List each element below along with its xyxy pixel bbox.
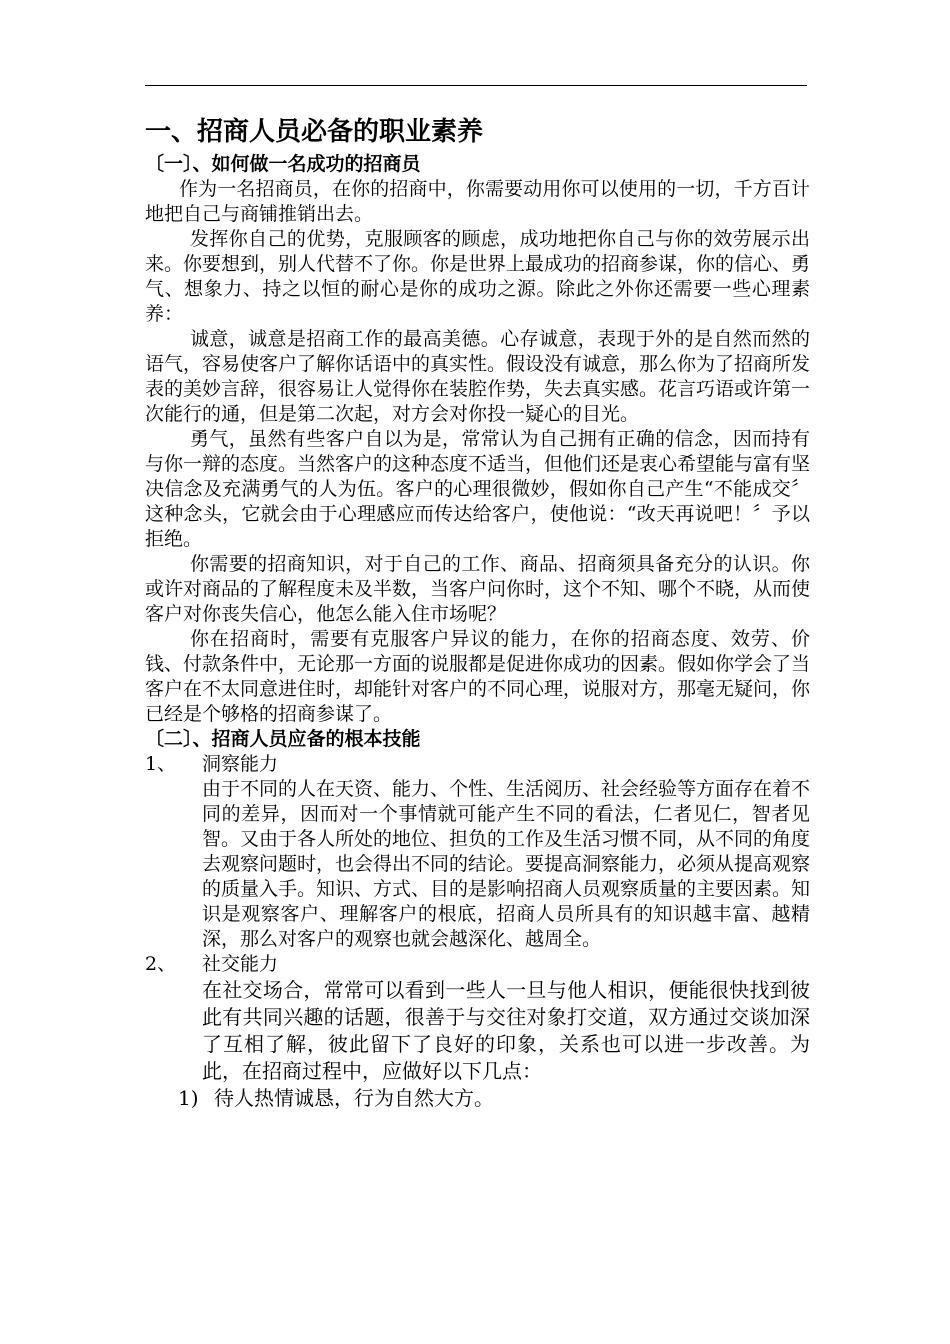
list-item-body: 在社交场合，常常可以看到一些人一旦与他人相识，便能很快找到彼此有共同兴趣的话题，很善于与交往对象打交道，双方通过交谈加深了互相了解，彼此留下了良好的印象，关系也可以进一步改善。为此，在招商过程中，应做好以下几点： (202, 978, 810, 1083)
list-item-body: 由于不同的人在天资、能力、个性、生活阅历、社会经验等方面存在着不同的差异，因而对一个事情就可能产生不同的看法，仁者见仁，智者见智。又由于各人所处的地位、担负的工作及生活习惯不同，从不同的角度去观察问题时，也会得出不同的结论。要提高洞察能力，必须从提高观察的质量入手。知识、方式、目的是影响招商人员观察质量的主要因素。知识是观察客户、理解客户的根底，招商人员所具有的知识越丰富、越精深，那么对客户的观察也就会越深化、越周全。 (202, 778, 811, 950)
sub-list-item-text: 待人热情诚恳，行为自然大方。 (214, 1086, 494, 1110)
list-item-title: 社交能力 (202, 953, 279, 975)
list-item-title: 洞察能力 (202, 753, 279, 775)
list-item-heading (145, 752, 810, 777)
section-1-paragraph: 勇气，虽然有些客户自以为是，常常认为自己拥有正确的信念，因而持有与你一辩的态度。当然客户的这种态度不适当，但他们还是衷心希望能与富有坚决信念及充满勇气的人为伍。客户的心理很微妙，假如你自己产生“不能成交〞这种念头，它就会由于心理感应而传达给客户，使他说：“改天再说吧！〞予以拒绝。 (145, 428, 811, 550)
list-item-heading (145, 952, 810, 977)
section-1-paragraph: 你需要的招商知识，对于自己的工作、商品、招商须具备充分的认识。你或许对商品的了解程度未及半数，当客户问你时，这个不知、哪个不晓，从而使客户对你丧失信心，他怎么能入住市场呢？ (145, 553, 811, 625)
main-heading: 一、招商人员必备的职业素养 (145, 117, 484, 147)
section-1-paragraph: 作为一名招商员，在你的招商中，你需要动用你可以使用的一切，千方百计地把自己与商铺推销出去。 (145, 178, 810, 225)
section-2-title: 〔二〕、招商人员应备的根本技能 (145, 728, 421, 750)
section-1-paragraph: 诚意，诚意是招商工作的最高美德。心存诚意，表现于外的是自然而然的语气，容易使客户了解你话语中的真实性。假设没有诚意，那么你为了招商所发表的美妙言辞，很容易让人觉得你在装腔作势，失去真实感。花言巧语或许第一次能行的通，但是第二次起，对方会对你投一疑心的目光。 (145, 328, 811, 425)
list-item-number: 2、 (145, 953, 177, 975)
section-1-title: 〔一〕、如何做一名成功的招商员 (145, 153, 421, 175)
sub-list-item (178, 1085, 810, 1112)
list-item-number: 1、 (145, 753, 177, 775)
section-1-paragraph: 你在招商时，需要有克服客户异议的能力，在你的招商态度、效劳、价钱、付款条件中，无论那一方面的说服都是促进你成功的因素。假如你学会了当客户在不太同意进住时，却能针对客户的不同心理，说服对方，那毫无疑问，你已经是个够格的招商参谋了。 (145, 628, 811, 725)
sub-list-item-number: 1) (178, 1086, 199, 1110)
header-rule (145, 85, 807, 86)
section-1-paragraph: 发挥你自己的优势，克服顾客的顾虑，成功地把你自己与你的效劳展示出来。你要想到，别人代替不了你。你是世界上最成功的招商参谋，你的信心、勇气、想象力、持之以恒的耐心是你的成功之源。除此之外你还需要一些心理素养： (145, 228, 811, 325)
document-body (145, 112, 810, 1112)
